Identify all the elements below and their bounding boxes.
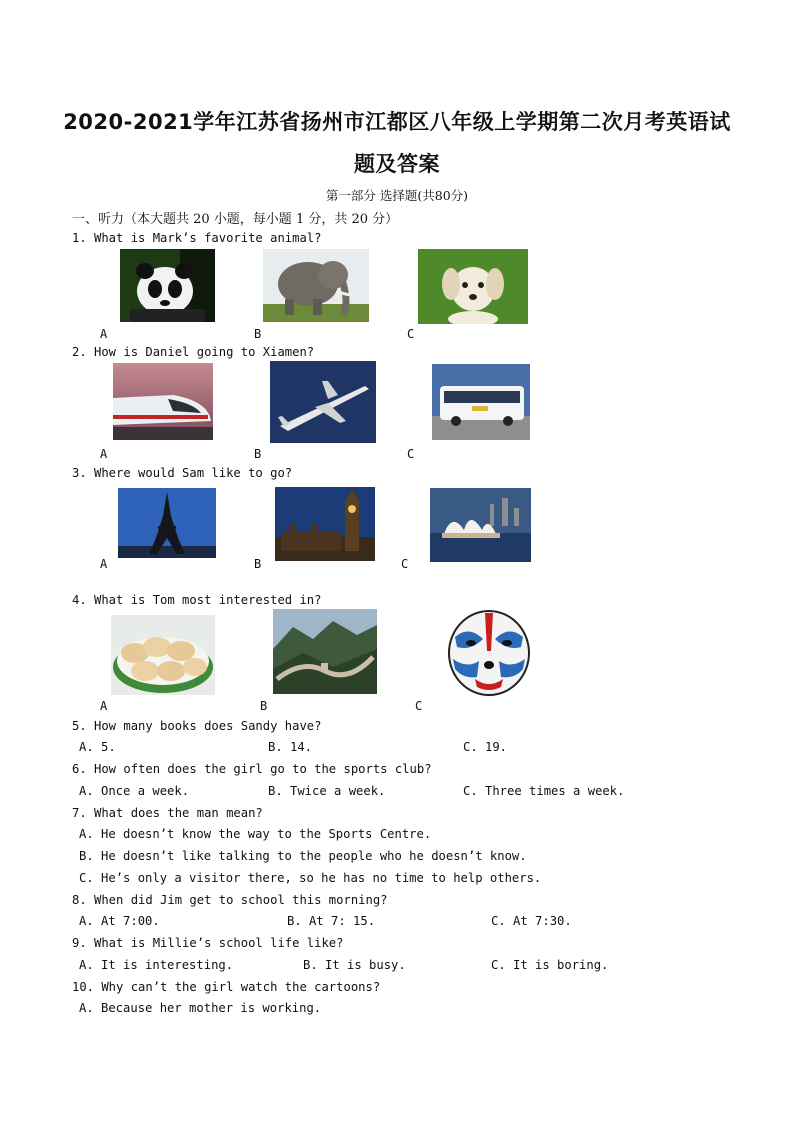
great-wall-image [273, 609, 377, 694]
q1-label-b: B [254, 327, 262, 341]
q9-option-c: C. It is boring. [491, 958, 609, 972]
q4-label-b: B [260, 699, 268, 713]
part-heading: 第一部分 选择题(共80分) [325, 188, 469, 203]
question-8: 8. When did Jim get to school this morning? [72, 893, 388, 907]
document-title-line-2: 题及答案 [354, 152, 440, 176]
q4-label-a: A [100, 699, 108, 713]
eiffel-tower-image [118, 488, 216, 558]
q7-option-c: C. He’s only a visitor there, so he has no time to help others. [79, 871, 542, 885]
q5-option-a: A. 5. [79, 740, 116, 754]
section-heading: 一、听力（本大题共 20 小题，每小题 1 分，共 20 分） [72, 212, 399, 227]
elephant-image [263, 249, 369, 322]
q5-option-b: B. 14. [268, 740, 313, 754]
q6-option-c: C. Three times a week. [463, 784, 625, 798]
q7-option-a: A. He doesn’t know the way to the Sports Centre. [79, 827, 432, 841]
puppy-image [418, 249, 528, 324]
q8-option-c: C. At 7:30. [491, 914, 572, 928]
peking-opera-mask-image [443, 607, 535, 697]
question-5: 5. How many books does Sandy have? [72, 719, 322, 733]
q5-option-c: C. 19. [463, 740, 508, 754]
q1-label-a: A [100, 327, 108, 341]
document-title-line-1: 2020-2021学年江苏省扬州市江都区八年级上学期第二次月考英语试 [63, 110, 731, 134]
q3-label-c: C [401, 557, 409, 571]
airplane-image [270, 361, 376, 443]
q2-label-a: A [100, 447, 108, 461]
sydney-opera-house-image [430, 488, 531, 562]
question-9: 9. What is Millie’s school life like? [72, 936, 344, 950]
q9-option-a: A. It is interesting. [79, 958, 234, 972]
q8-option-b: B. At 7: 15. [287, 914, 376, 928]
q1-label-c: C [407, 327, 415, 341]
q8-option-a: A. At 7:00. [79, 914, 160, 928]
q4-label-c: C [415, 699, 423, 713]
panda-image [120, 249, 215, 322]
q9-option-b: B. It is busy. [303, 958, 406, 972]
q3-label-b: B [254, 557, 262, 571]
dumplings-image [111, 615, 215, 695]
q7-option-b: B. He doesn’t like talking to the people who he doesn’t know. [79, 849, 527, 863]
question-2: 2. How is Daniel going to Xiamen? [72, 345, 315, 359]
question-10: 10. Why can’t the girl watch the cartoons? [72, 980, 381, 994]
q2-label-b: B [254, 447, 262, 461]
q6-option-a: A. Once a week. [79, 784, 190, 798]
q6-option-b: B. Twice a week. [268, 784, 386, 798]
question-7: 7. What does the man mean? [72, 806, 263, 820]
q2-label-c: C [407, 447, 415, 461]
question-4: 4. What is Tom most interested in? [72, 593, 322, 607]
question-1: 1. What is Mark’s favorite animal? [72, 231, 322, 245]
question-3: 3. Where would Sam like to go? [72, 466, 293, 480]
big-ben-image [275, 487, 375, 561]
question-6: 6. How often does the girl go to the sports club? [72, 762, 432, 776]
high-speed-train-image [113, 363, 213, 440]
q3-label-a: A [100, 557, 108, 571]
q10-option-a: A. Because her mother is working. [79, 1001, 322, 1015]
coach-bus-image [432, 364, 530, 440]
